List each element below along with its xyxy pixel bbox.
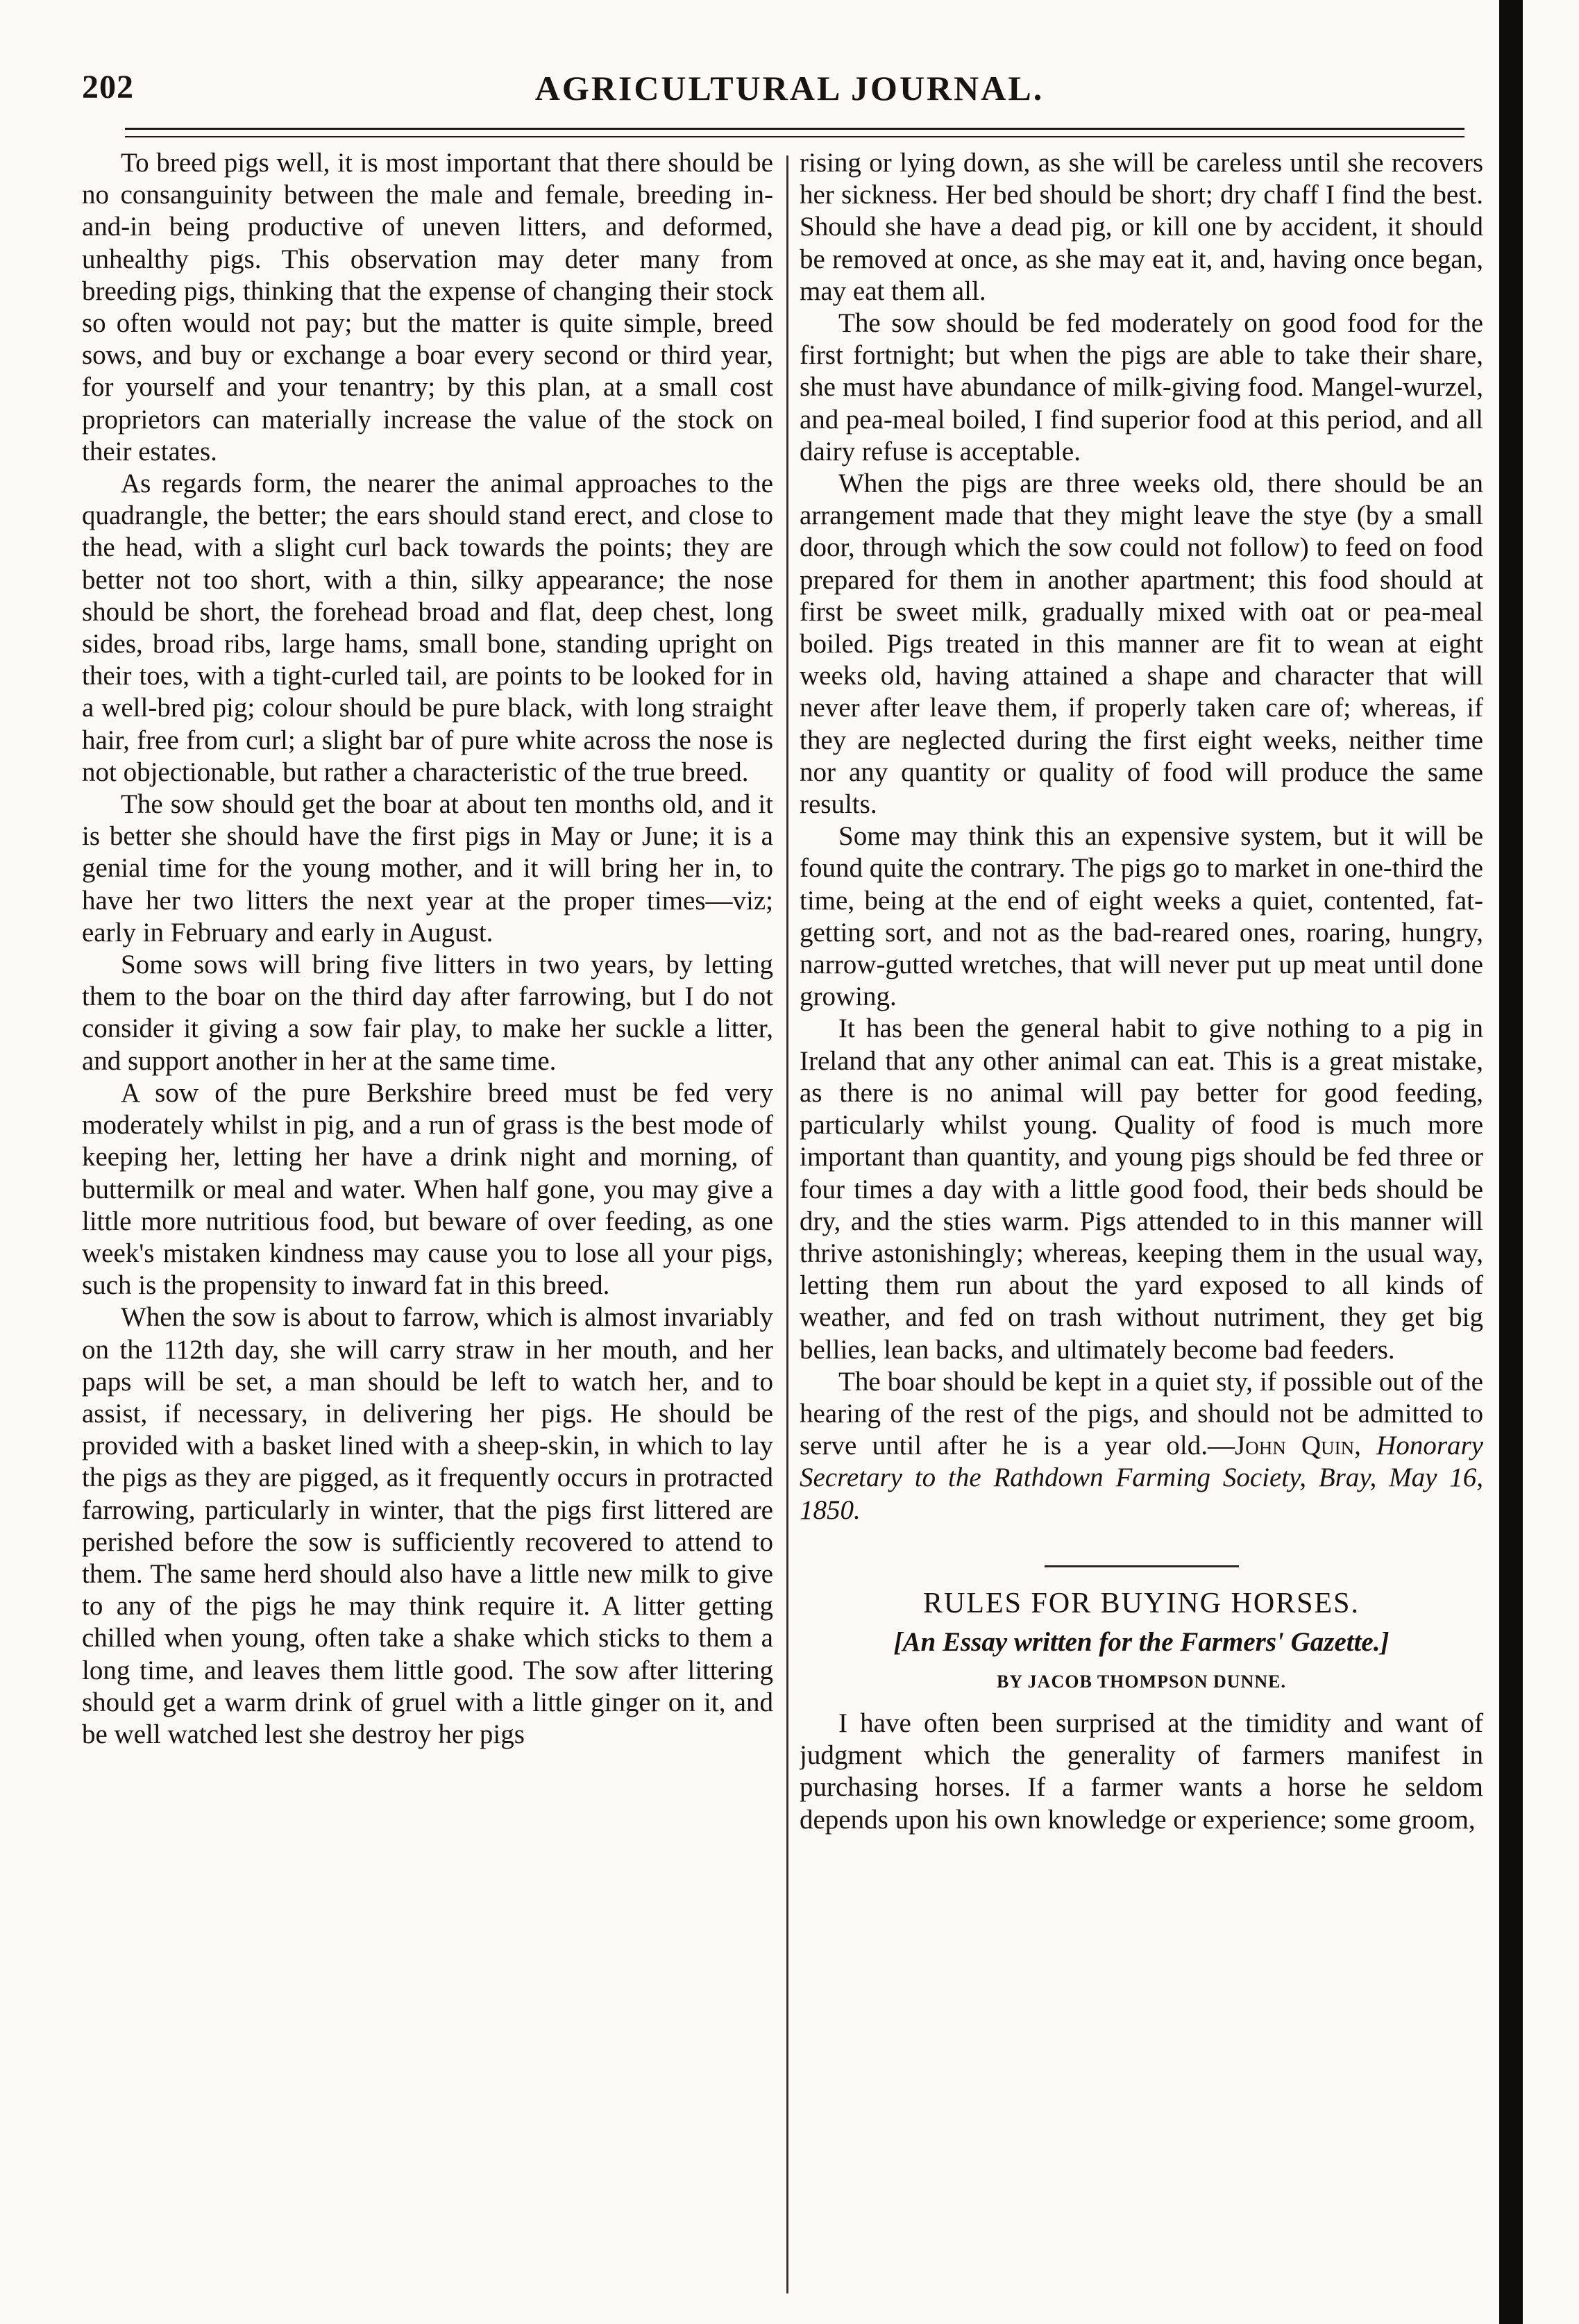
- right-column: [800, 147, 1483, 2299]
- page-edge-shadow: [1499, 0, 1523, 2324]
- boar-text: The boar should be kept in a quiet sty, if possible out of the hearing of the rest of the pigs, and should not be admitted to serve until after he is a year old.—: [800, 1366, 1483, 1461]
- paragraph-feeding: The sow should be fed moderately on good food for the first fortnight; but when the pigs are able to take their share, she must have abundance of milk-giving food. Mangel-wurzel, and pea-meal boiled, I find superior food at this period, and all dairy refuse is acceptable.: [800, 308, 1483, 466]
- paragraph-boar: [800, 1366, 1483, 1526]
- journal-title: AGRICULTURAL JOURNAL.: [534, 69, 1045, 108]
- paragraph-sow-boar: The sow should get the boar at about ten months old, and it is better she should have the first pigs in May or June; it is a genial time for the young mother, and it will bring her in, to have her two litters the next year at the proper times—viz; early in February and early in August.: [82, 789, 773, 948]
- paragraph-continuation: rising or lying down, as she will be careless until she recovers her sickness. Her bed should be short; dry chaff I find the best. Should she have a dead pig, or kill one by accident, it should be removed at once, as she may eat it, and, having once began, may eat them all.: [800, 148, 1483, 306]
- left-column: [82, 147, 773, 2299]
- paragraph-litters: Some sows will bring five litters in two years, by letting them to the boar on the third day after farrowing, but I do not consider it giving a sow fair play, to make her suckle a litter, and support another in her at the same time.: [82, 950, 773, 1076]
- paragraph-breeding: To breed pigs well, it is most important that there should be no consanguinity between the male and female, breeding in-and-in being productive of uneven litters, and deformed, unhealthy pigs. This observation may deter many from breeding pigs, thinking that the expense of changing their stock so often would not pay; but the matter is quite simple, breed sows, and buy or exchange a boar every second or third year, for yourself and your tenantry; by this plan, at a small cost proprietors can materially increase the value of the stock on their estates.: [82, 148, 773, 466]
- paragraph-ireland-habit: It has been the general habit to give nothing to a pig in Ireland that any other animal can eat. This is a great mistake, as there is no animal will pay better for good feeding, particularly whilst young. Quality of food is much more important than quantity, and young pigs should be fed three or four times a day with a little good food, their beds should be dry, and the sties warm. Pigs attended to in this manner will thrive astonishingly; whereas, keeping them in the usual way, letting them run about the yard exposed to all kinds of weather, and fed on trash without nutriment, they get big bellies, lean backs, and ultimately become bad feeders.: [800, 1013, 1483, 1365]
- article-byline: BY JACOB THOMPSON DUNNE.: [997, 1671, 1286, 1692]
- header-rule: [125, 128, 1464, 130]
- header-rule-thin: [125, 136, 1464, 137]
- article-subtitle: [An Essay written for the Farmers' Gazette.]: [893, 1626, 1390, 1657]
- page-number: 202: [82, 69, 134, 106]
- article-title: RULES FOR BUYING HORSES.: [922, 1587, 1360, 1619]
- paragraph-horses-opening: I have often been surprised at the timidity and want of judgment which the generality of farmers manifest in purchasing horses. If a farmer wants a horse he seldom depends upon his own knowledge or experience; some groom,: [800, 1708, 1483, 1835]
- paragraph-berkshire: A sow of the pure Berkshire breed must be fed very moderately whilst in pig, and a run of grass is the best mode of keeping her, letting her have a drink night and morning, of buttermilk or meal and water. When half gone, you may give a little more nutritious food, but beware of over feeding, as one week's mistaken kindness may cause you to lose all your pigs, such is the propensity to inward fat in this breed.: [82, 1077, 773, 1301]
- signature-name: John Quin: [1235, 1431, 1355, 1461]
- signature-detail: , Honorary Secretary to the Rathdown Farming Society, Bray, May 16, 1850.: [800, 1431, 1483, 1525]
- section-divider: [1045, 1565, 1239, 1567]
- paragraph-expense: Some may think this an expensive system, but it will be found quite the contrary. The pigs go to market in one-third the time, being at the end of eight weeks a quiet, contented, fat-getting sort, and not as the bad-reared ones, roaring, hungry, narrow-gutted wretches, that will never put up meat until done growing.: [800, 821, 1483, 1012]
- paragraph-form: As regards form, the nearer the animal approaches to the quadrangle, the better; the ears should stand erect, and close to the head, with a slight curl back towards the points; they are better not too short, with a thin, silky appearance; the nose should be short, the forehead broad and flat, deep chest, long sides, broad ribs, large hams, small bone, standing upright on their toes, with a tight-curled tail, are points to be looked for in a well-bred pig; colour should be pure black, with long straight hair, free from curl; a slight bar of pure white across the nose is not objectionable, but rather a characteristic of the true breed.: [82, 469, 773, 787]
- column-divider: [786, 155, 788, 2293]
- paragraph-weaning: When the pigs are three weeks old, there should be an arrangement made that they might leave the stye (by a small door, through which the sow could not follow) to feed on food prepared for them in another apartment; this food should at first be sweet milk, gradually mixed with oat or pea-meal boiled. Pigs treated in this manner are fit to wean at eight weeks old, having attained a shape and character that will never after leave them, if properly taken care of; whereas, if they are neglected during the first eight weeks, neither time nor any quantity or quality of food will produce the same results.: [800, 469, 1483, 820]
- paragraph-farrowing: When the sow is about to farrow, which is almost invariably on the 112th day, she will carry straw in her mouth, and her paps will be set, a man should be left to watch her, and to assist, if necessary, in delivering her pigs. He should be provided with a basket lined with a sheep-skin, in which to lay the pigs as they are pigged, as it frequently occurs in protracted farrowing, particularly in winter, that the pigs first littered are perished before the sow is sufficiently recovered to attend to them. The same herd should also have a little new milk to give to any of the pigs he may think require it. A litter getting chilled when young, often take a shake which sticks to them a long time, and leaves them little good. The sow after littering should get a warm drink of gruel with a little ginger on it, and be well watched lest she destroy her pigs: [82, 1302, 773, 1749]
